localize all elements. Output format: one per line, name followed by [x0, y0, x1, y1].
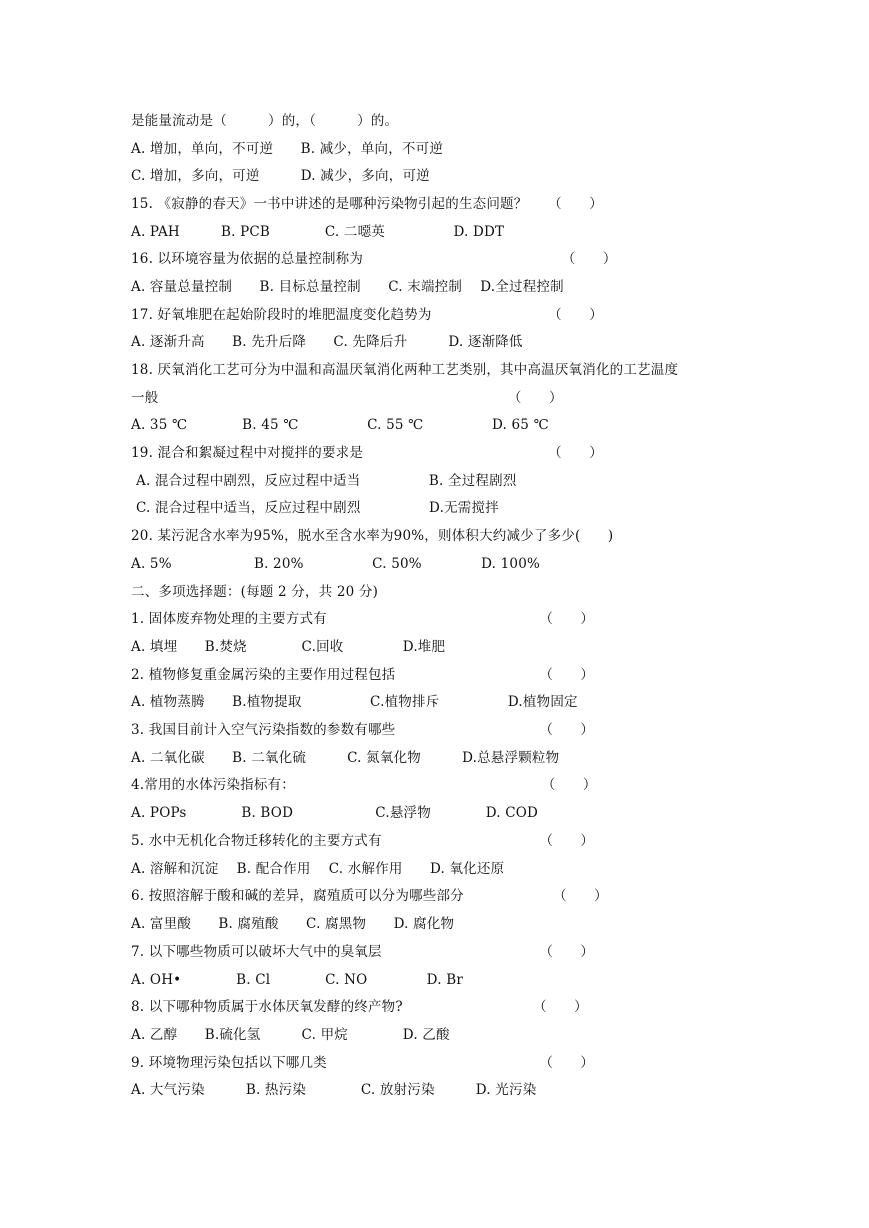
mc-question-4: 4.常用的水体污染指标有： （ ） — [131, 777, 597, 793]
question-18-options: A. 35 ℃ B. 45 ℃ C. 55 ℃ D. 65 ℃ — [131, 417, 549, 433]
question-16: 16. 以环境容量为依据的总量控制称为 （ ） — [131, 251, 617, 267]
mc-question-7-options: A. OH• B. Cl C. NO D. Br — [131, 972, 463, 988]
question-17: 17. 好氧堆肥在起始阶段时的堆肥温度变化趋势为 （ ） — [131, 307, 603, 323]
mc-question-2: 2. 植物修复重金属污染的主要作用过程包括 （ ） — [131, 667, 595, 683]
question-15: 15. 《寂静的春天》一书中讲述的是哪种污染物引起的生态问题？ （ ） — [131, 196, 603, 212]
question-19-options-ab: A. 混合过程中剧烈，反应过程中适当 B. 全过程剧烈 — [136, 473, 517, 489]
mc-question-3: 3. 我国目前计入空气污染指数的参数有哪些 （ ） — [131, 722, 595, 738]
question-16-options: A. 容量总量控制 B. 目标总量控制 C. 末端控制 D.全过程控制 — [131, 279, 564, 295]
mc-question-6: 6. 按照溶解于酸和碱的差异，腐殖质可以分为哪些部分 （ ） — [131, 888, 608, 904]
text-line: C. 增加，多向，可逆 D. 减少，多向，可逆 — [131, 168, 430, 184]
mc-question-1: 1. 固体废弃物处理的主要方式有 （ ） — [131, 611, 595, 627]
mc-question-6-options: A. 富里酸 B. 腐殖酸 C. 腐黑物 D. 腐化物 — [131, 916, 455, 932]
mc-question-4-options: A. POPs B. BOD C.悬浮物 D. COD — [131, 805, 539, 821]
question-17-options: A. 逐渐升高 B. 先升后降 C. 先降后升 D. 逐渐降低 — [131, 334, 523, 350]
question-18: 18. 厌氧消化工艺可分为中温和高温厌氧消化两种工艺类别，其中高温厌氧消化的工艺温度 — [131, 362, 679, 378]
question-15-options: A. PAH B. PCB C. 二噁英 D. DDT — [131, 224, 505, 240]
question-20: 20. 某污泥含水率为95%，脱水至含水率为90%，则体积大约减少了多少( ) — [131, 528, 614, 544]
mc-question-9: 9. 环境物理污染包括以下哪几类 （ ） — [131, 1055, 595, 1071]
mc-question-3-options: A. 二氧化碳 B. 二氧化硫 C. 氮氧化物 D.总悬浮颗粒物 — [131, 750, 560, 766]
mc-question-5: 5. 水中无机化合物迁移转化的主要方式有 （ ） — [131, 833, 595, 849]
mc-question-8: 8. 以下哪种物质属于水体厌氧发酵的终产物? （ ） — [131, 999, 588, 1015]
mc-question-7: 7. 以下哪些物质可以破坏大气中的臭氧层 （ ） — [131, 944, 595, 960]
question-19: 19. 混合和絮凝过程中对搅拌的要求是 （ ） — [131, 445, 603, 461]
text-line: 是能量流动是（ ）的，（ ）的。 — [131, 113, 399, 129]
mc-question-8-options: A. 乙醇 B.硫化氢 C. 甲烷 D. 乙酸 — [131, 1027, 450, 1043]
text-line: A. 增加，单向，不可逆 B. 减少，单向，不可逆 — [131, 141, 444, 157]
mc-question-2-options: A. 植物蒸腾 B.植物提取 C.植物排斥 D.植物固定 — [131, 694, 578, 710]
section-heading: 二、多项选择题：(每题 2 分，共 20 分) — [131, 584, 379, 600]
mc-question-5-options: A. 溶解和沉淀 B. 配合作用 C. 水解作用 D. 氧化还原 — [131, 861, 505, 877]
mc-question-9-options: A. 大气污染 B. 热污染 C. 放射污染 D. 光污染 — [131, 1082, 537, 1098]
question-18-cont: 一般 （ ） — [131, 390, 563, 406]
mc-question-1-options: A. 填埋 B.焚烧 C.回收 D.堆肥 — [131, 639, 446, 655]
question-20-options: A. 5% B. 20% C. 50% D. 100% — [131, 556, 541, 572]
question-19-options-cd: C. 混合过程中适当，反应过程中剧烈 D.无需搅拌 — [136, 500, 499, 516]
